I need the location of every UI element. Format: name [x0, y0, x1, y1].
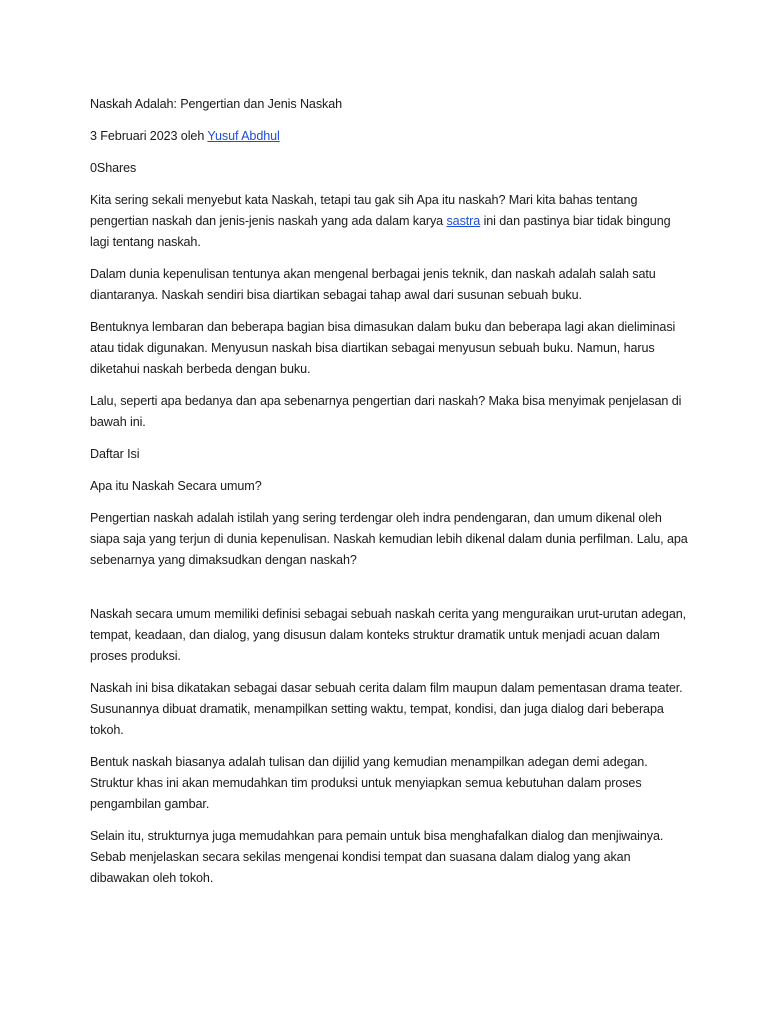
paragraph-intro: [90, 190, 690, 253]
paragraph-intro-after: ini dan pastinya biar tidak bingung lagi tentang naskah.: [90, 214, 671, 249]
section-heading: Apa itu Naskah Secara umum?: [90, 479, 262, 493]
author-link[interactable]: Yusuf Abdhul: [207, 129, 280, 143]
toc-label: Daftar Isi: [90, 447, 140, 461]
sastra-link[interactable]: sastra: [446, 214, 481, 228]
paragraph-3: Bentuknya lembaran dan beberapa bagian bisa dimasukan dalam buku dan beberapa lagi akan dieliminasi atau tidak digunakan. Menyusun naskah bisa diartikan sebagai menyusun sebuah buku. Namun, harus diketahui naskah berbeda dengan buku.: [90, 320, 676, 376]
article-meta: [90, 126, 690, 147]
paragraph-8: Bentuk naskah biasanya adalah tulisan dan dijilid yang kemudian menampilkan adegan demi adegan. Struktur khas ini akan memudahkan tim produksi untuk menyiapkan semua kebutuhan dalam proses pengambilan gambar.: [90, 755, 648, 811]
paragraph-4: Lalu, seperti apa bedanya dan apa sebenarnya pengertian dari naskah? Maka bisa menyimak penjelasan di bawah ini.: [90, 394, 682, 429]
paragraph-9: Selain itu, strukturnya juga memudahkan para pemain untuk bisa menghafalkan dialog dan menjiwainya. Sebab menjelaskan secara sekilas mengenai kondisi tempat dan suasana dalam dialog yang akan dibawakan oleh tokoh.: [90, 829, 664, 885]
paragraph-2: Dalam dunia kepenulisan tentunya akan mengenal berbagai jenis teknik, dan naskah adalah salah satu diantaranya. Naskah sendiri bisa diartikan sebagai tahap awal dari susunan sebuah buku.: [90, 267, 656, 302]
document-page: [90, 94, 690, 900]
article-title: Naskah Adalah: Pengertian dan Jenis Naskah: [90, 97, 343, 111]
share-count: 0Shares: [90, 161, 137, 175]
article-date: 3 Februari 2023 oleh: [90, 129, 205, 143]
blank-line: [90, 582, 690, 604]
paragraph-5: Pengertian naskah adalah istilah yang sering terdengar oleh indra pendengaran, dan umum dikenal oleh siapa saja yang terjun di dunia kepenulisan. Naskah kemudian lebih dikenal dalam dunia perfilman. Lalu, apa sebenarnya yang dimaksudkan dengan naskah?: [90, 511, 688, 567]
paragraph-7: Naskah ini bisa dikatakan sebagai dasar sebuah cerita dalam film maupun dalam pementasan drama teater. Susunannya dibuat dramatik, menampilkan setting waktu, tempat, kondisi, dan juga dialog dari beberapa tokoh.: [90, 681, 683, 737]
paragraph-6: Naskah secara umum memiliki definisi sebagai sebuah naskah cerita yang menguraikan urut-urutan adegan, tempat, keadaan, dan dialog, yang disusun dalam konteks struktur dramatik untuk menjadi acuan dalam proses produksi.: [90, 607, 687, 663]
paragraph-intro-before: Kita sering sekali menyebut kata Naskah, tetapi tau gak sih Apa itu naskah? Mari kita bahas tentang pengertian naskah dan jenis-jenis naskah yang ada dalam karya: [90, 193, 638, 228]
